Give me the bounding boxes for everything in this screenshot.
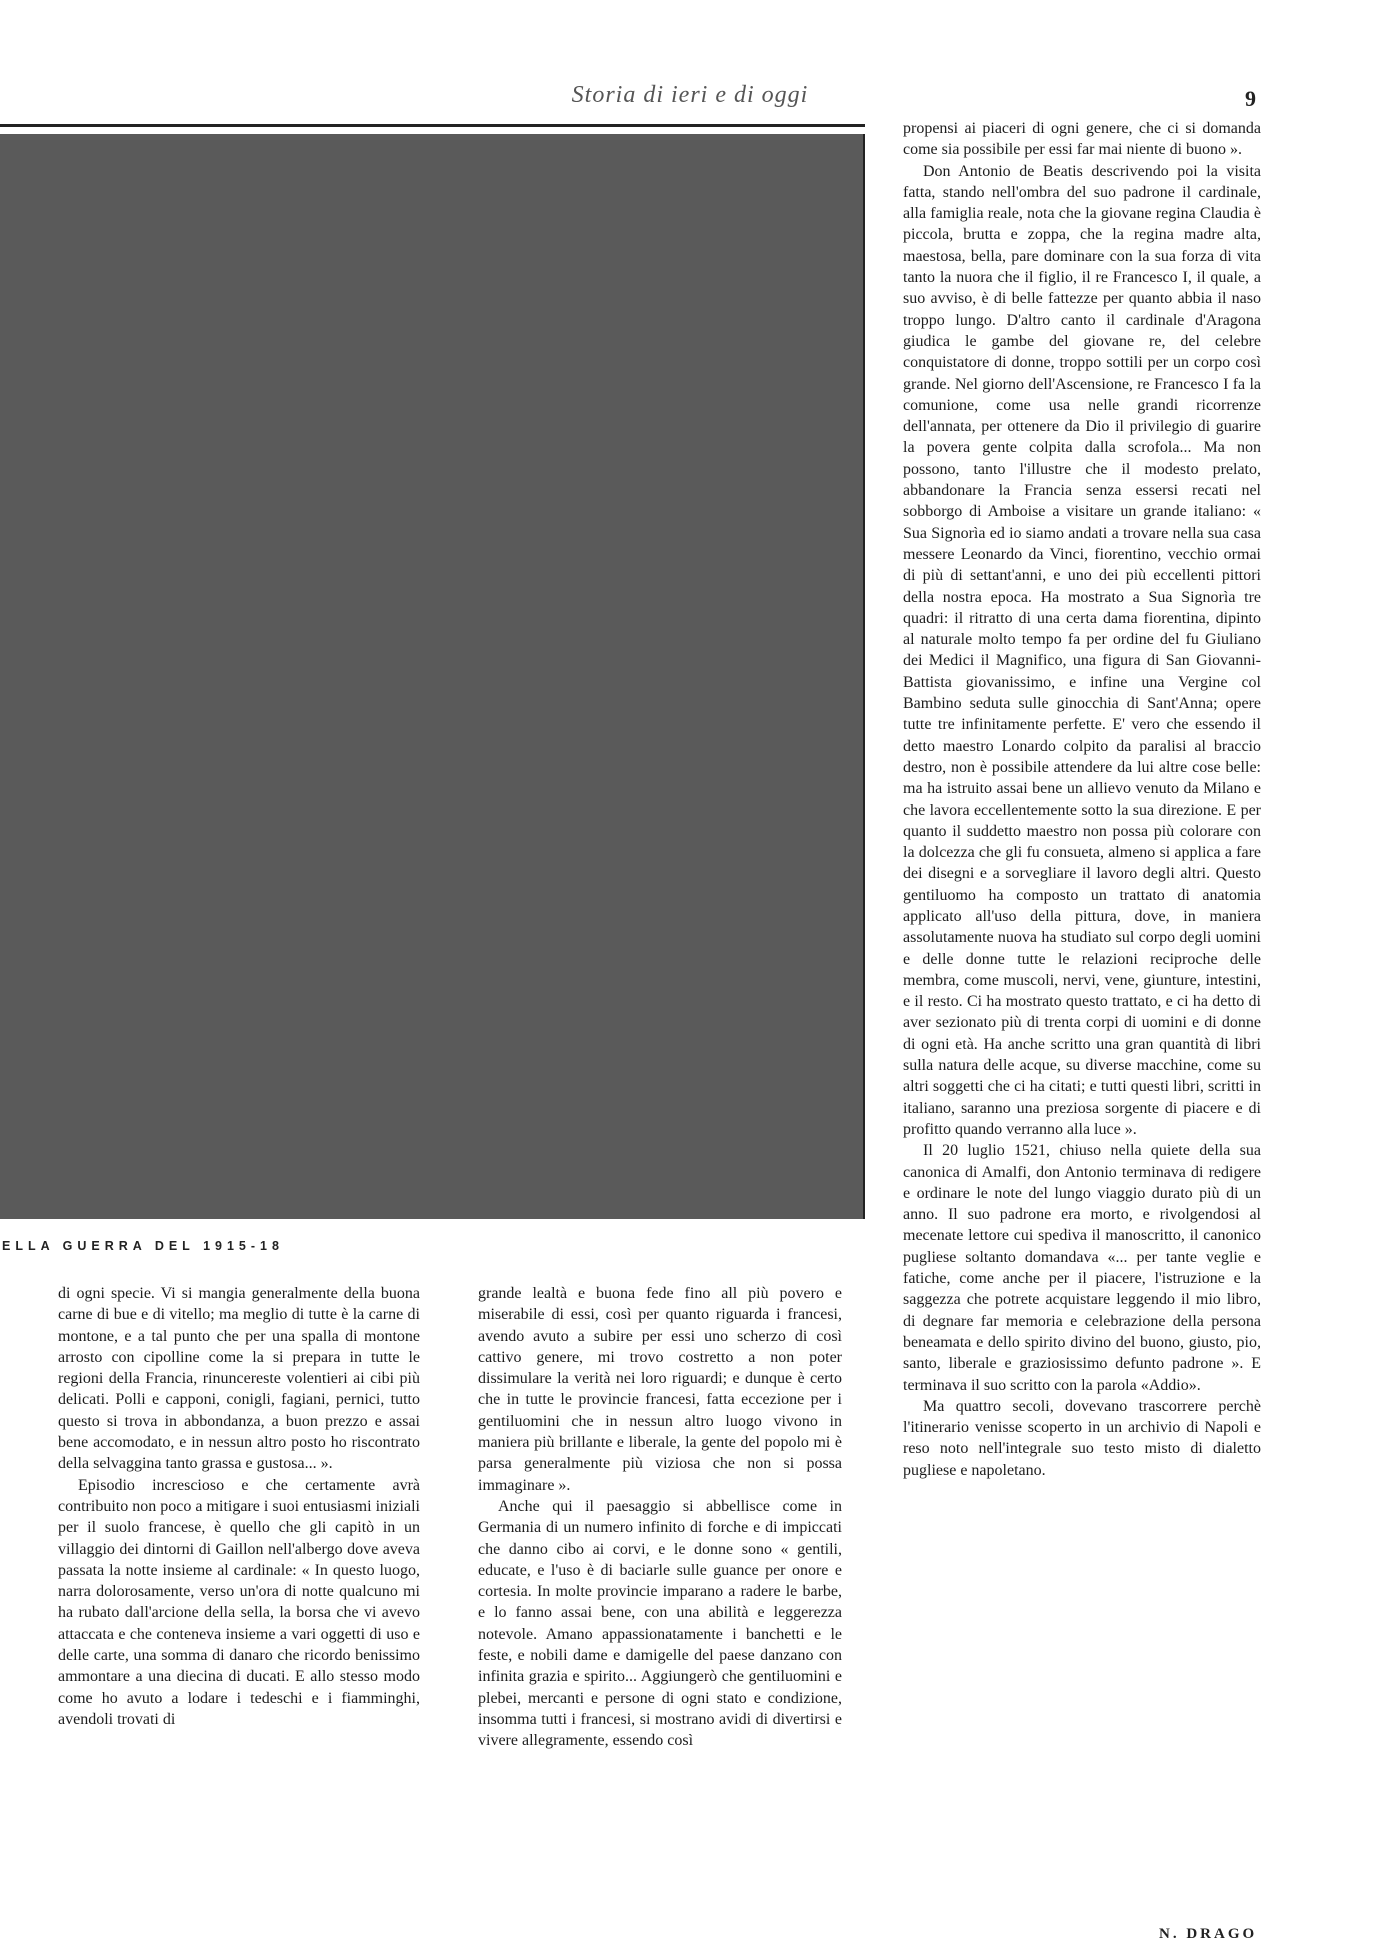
text-column-left: [58, 1283, 420, 1730]
text-column-middle: [478, 1283, 842, 1752]
text-column-right: [903, 118, 1261, 1481]
paragraph: Episodio increscioso e che certamente avrà contribuito non poco a mitigare i suoi entusiasmi iniziali per il suolo francese, è quello che gli capitò in un villaggio dei dintorni di Gaillon nell'albergo dove aveva passata la notte insieme al cardinale: « In questo luogo, narra dolorosamente, verso un'ora di notte qualcuno mi ha rubato dall'arcione della sella, la borsa che vi avevo attaccata e che conteneva insieme a vari oggetti di uso e delle carte, una somma di danaro che ricordo benissimo ammontare a una diecina di ducati. E allo stesso modo come ho avuto a lodare i tedeschi e i fiamminghi, avendoli trovati di: [58, 1476, 420, 1728]
photo-caption: ELLA GUERRA DEL 1915-18: [2, 1239, 284, 1253]
paragraph: propensi ai piaceri di ogni genere, che ci si domanda come sia possibile per essi far mai niente di buono ».: [903, 120, 1261, 159]
war-photograph: [0, 134, 865, 1219]
paragraph: Anche qui il paesaggio si abbellisce come in Germania di un numero infinito di forche e di impiccati che danno cibo ai corvi, e le donne sono « gentili, educate, e l'uso è di baciarle sulle guance per onore e cortesia. In molte provincie imparano a radere le barbe, e lo fanno assai bene, con una abilità e leggerezza notevole. Amano appassionatamente i banchetti e le feste, e nobili dame e damigelle del paese danzano con infinita grazia e spirito... Aggiungerò che gentiluomini e plebei, mercanti e persone di ogni stato e condizione, insomma tutti i francesi, si mostrano avidi di divertirsi e vivere allegramente, essendo così: [478, 1497, 842, 1750]
page-number: 9: [1245, 86, 1256, 111]
paragraph: di ogni specie. Vi si mangia generalmente della buona carne di bue e di vitello; ma meglio di tutte è la carne di montone, e a tal punto che per una spalla di montone arrosto con cipolline come la si prepara in tutte le regioni della Francia, rinuncereste volentieri ai cibi più delicati. Polli e capponi, conigli, fagiani, pernici, tutto questo si trova in abbondanza, a buon prezzo e assai bene accomodato, e in nessun altro posto ho riscontrato della selvaggina tanto grassa e gustosa... ».: [58, 1285, 420, 1473]
paragraph: grande lealtà e buona fede fino all più povero e miserabile di essi, così per quanto riguarda i francesi, avendo avuto a subire per essi uno scherzo di così cattivo genere, mi trovo costretto a non poter dissimulare la verità nei loro riguardi; e dunque è certo che in tutte le provincie francesi, fatta eccezione per i gentiluomini che in nessun altro luogo vivono in maniera più brillante e liberale, la gente del popolo mi è parsa generalmente più viziosa che non si possa immaginare ».: [478, 1285, 842, 1494]
header-rule: [0, 124, 865, 127]
paragraph: Ma quattro secoli, dovevano trascorrere perchè l'itinerario venisse scoperto in un archivio di Napoli e reso noto nell'integrale suo testo misto di dialetto pugliese e napoletano.: [903, 1397, 1261, 1479]
author-signature: N. DRAGO: [1159, 1926, 1258, 1942]
paragraph: Il 20 luglio 1521, chiuso nella quiete della sua canonica di Amalfi, don Antonio terminava di redigere e ordinare le note del lungo viaggio durato più di un anno. Il suo padrone era morto, e rivolgendosi al mecenate lettore cui spediva il manoscritto, il canonico pugliese soltanto domandava «... per tante veglie e fatiche, come anche per il piacere, l'istruzione e la saggezza che potrete acquistare leggendo il mio libro, di degnare far memoria e celebrazione della persona beneamata e dello spirito divino del buono, giusto, pio, santo, liberale e graziosissimo defunto padrone ». E terminava il suo scritto con la parola «Addio».: [903, 1142, 1261, 1394]
paragraph: Don Antonio de Beatis descrivendo poi la visita fatta, stando nell'ombra del suo padrone il cardinale, alla famiglia reale, nota che la giovane regina Claudia è piccola, brutta e zoppa, che la regina madre alta, maestosa, bella, pare dominare con la sua forza di vita tanto la nuora che il figlio, il re Francesco I, il quale, a suo avviso, è di belle fattezze per quanto abbia il naso troppo lungo. D'altro canto il cardinale d'Aragona giudica le gambe del giovane re, del celebre conquistatore di donne, troppo sottili per un corpo così grande. Nel giorno dell'Ascensione, re Francesco I fa la comunione, come usa nelle grandi ricorrenze dell'annata, per ottenere da Dio il privilegio di guarire la povera gente colpita dalla scrofola... Ma non possono, tanto l'illustre che il modesto prelato, abbandonare la Francia senza essersi recati nel sobborgo di Amboise a visitare un grande italiano: « Sua Signorìa ed io siamo andati a trovare nella sua casa messere Leonardo da Vinci, fiorentino, vecchio ormai di più di settant'anni, e uno dei più eccellenti pittori della nostra epoca. Ha mostrato a Sua Signorìa tre quadri: il ritratto di una certa dama fiorentina, dipinto al naturale molto tempo fa per ordine del fu Giuliano dei Medici il Magnifico, una figura di San Giovanni-Battista giovanissimo, e infine una Vergine col Bambino seduta sulle ginocchia di Sant'Anna; opere tutte tre infinitamente perfette. E' vero che essendo il detto maestro Lonardo colpito da paralisi al braccio destro, non è possibile attendere da lui altre cose belle: ma ha istruito assai bene un allievo venuto da Milano e che lavora eccellentemente sotto la sua direzione. E per quanto il suddetto maestro non possa più colorare con la dolcezza che gli fu consueta, almeno si applica a fare dei disegni e a sorvegliare il lavoro degli altri. Questo gentiluomo ha composto un trattato di anatomia applicato all'uso della pittura, dove, in maniera assolutamente nuova ha studiato sul corpo degli uomini e delle donne tutte le relazioni reciproche delle membra, come muscoli, nervi, vene, giunture, intestini, e il resto. Ci ha mostrato questo trattato, e ci ha detto di aver sezionato più di trenta corpi di uomini e di donne di ogni età. Ha anche scritto una gran quantità di libri sulla natura delle acque, su diverse macchine, come su altri soggetti che ci ha citati; e tutti questi libri, scritti in italiano, saranno una preziosa sorgente di piacere e di profitto quando verranno alla luce ».: [903, 162, 1261, 1138]
running-header-title: Storia di ieri e di oggi: [571, 82, 809, 108]
